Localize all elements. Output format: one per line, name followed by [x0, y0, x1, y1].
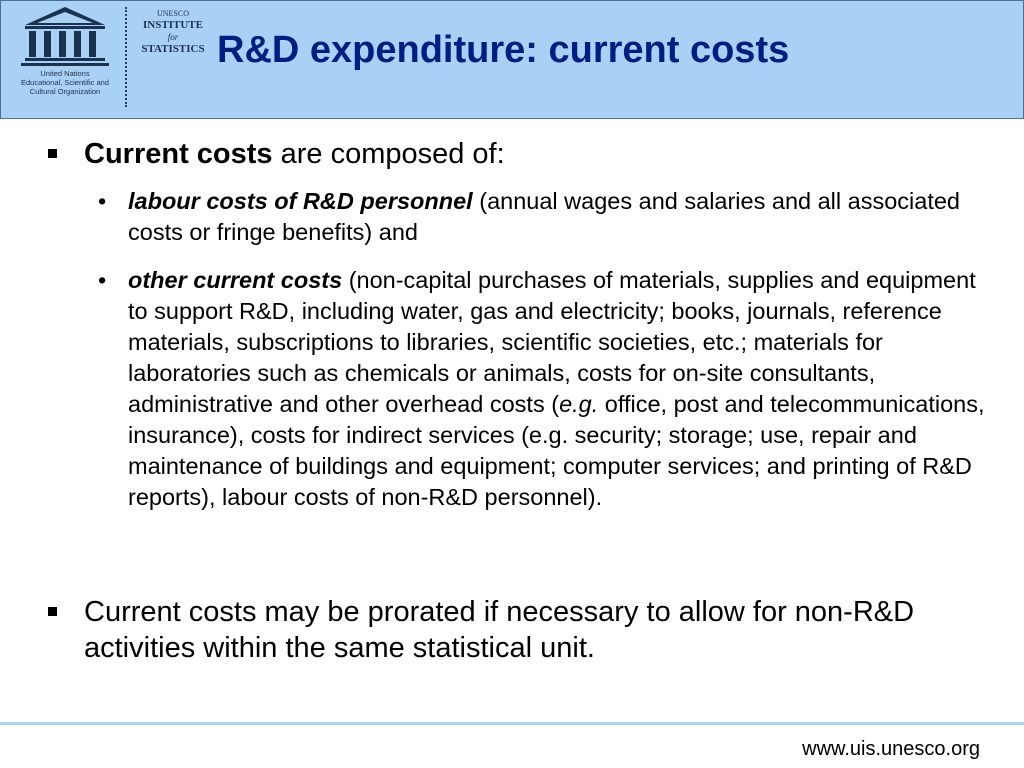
bullet-current-costs — [84, 136, 964, 172]
uis-logo-line: for — [167, 32, 179, 42]
footer-divider — [0, 722, 1024, 725]
uis-logo-line: STATISTICS — [141, 43, 205, 55]
dot-bullet-icon: • — [98, 267, 107, 293]
logo-divider — [125, 7, 127, 107]
uis-logo — [137, 9, 209, 65]
bullet-text: (non-capital purchases of materials, supplies and equipment to support R&D, including water, gas and electricity; books, journals, reference materials, subscriptions to libraries, scientific societies, etc.; materials for laboratories such as chemicals or animals, costs for on-site consultants, administrative and other overhead costs ( — [128, 267, 976, 417]
footer-url-link[interactable]: www.uis.unesco.org — [802, 738, 980, 760]
sub-bullet-labour-costs — [128, 186, 988, 248]
bullet-text: (annual wages and salaries and all associated costs or fringe benefits) and — [128, 188, 960, 245]
bullet-italic: e.g. — [559, 391, 599, 417]
bullet-bold: Current costs — [84, 138, 273, 170]
header-banner — [0, 0, 1024, 119]
unesco-sub-line: Cultural Organization — [29, 87, 101, 96]
bullet-text: are composed of: — [272, 138, 505, 170]
bullet-prorated: Current costs may be prorated if necessary to allow for non-R&D activities within the same statistical unit. — [84, 596, 915, 664]
square-bullet-icon — [48, 607, 57, 616]
unesco-sub-line: Educational, Scientific and — [21, 78, 109, 87]
unesco-subtitle — [7, 69, 123, 96]
uis-logo-line: UNESCO — [156, 9, 189, 18]
square-bullet-icon — [48, 149, 57, 158]
sub-bullet-other-current-costs — [128, 265, 988, 513]
bullet-text: office, post and telecommunications, insurance), costs for indirect services (e.g. security; storage; use, repair and maintenance of buildings and equipment; computer services; and printing of R&D reports), labour costs of non-R&D personnel). — [128, 391, 985, 510]
unesco-sub-line: United Nations — [40, 69, 90, 78]
bullet-bold-italic: labour costs of R&D personnel — [128, 188, 473, 214]
uis-logo-line: INSTITUTE — [143, 19, 203, 31]
page-title: R&D expenditure: current costs — [217, 29, 790, 71]
dot-bullet-icon: • — [98, 188, 107, 214]
bullet-bold-italic: other current costs — [128, 267, 343, 293]
